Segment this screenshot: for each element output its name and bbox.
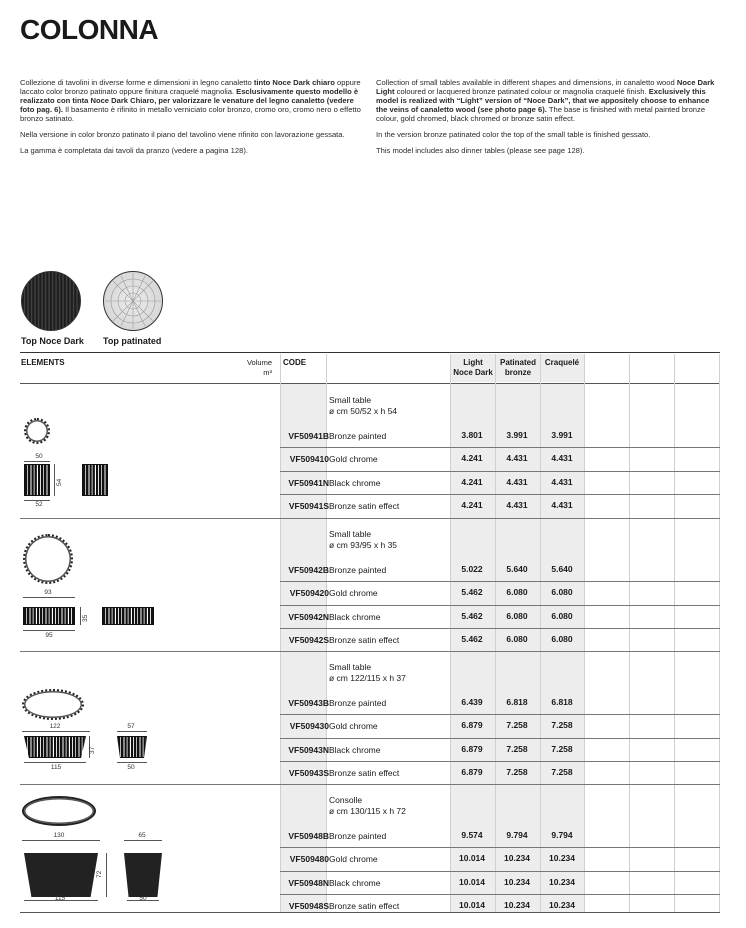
- small-table-50-front-view-icon: [24, 464, 50, 496]
- product-finish: Bronze painted: [329, 431, 387, 441]
- intro-text: tinto Noce Dark chiaro: [253, 78, 335, 87]
- group-divider: [20, 784, 720, 785]
- price-cell: 6.080: [551, 633, 573, 644]
- product-code: VF50948S: [288, 900, 329, 911]
- row-divider: [280, 628, 720, 629]
- price-cell: 7.258: [506, 743, 528, 754]
- product-code: VF50942S: [288, 634, 329, 645]
- header-bottom-rule: [20, 383, 720, 384]
- dim-bottom: 52: [35, 501, 43, 508]
- price-cell: 5.462: [461, 610, 483, 621]
- noce-dark-disc-icon: [21, 271, 81, 331]
- row-divider: [280, 894, 720, 895]
- price-cell: 3.991: [506, 430, 528, 440]
- group-divider: [20, 651, 720, 652]
- price-cell: 10.234: [549, 899, 575, 910]
- intro-text: Il basamento è rifinito in metallo verniciato color bronzo, cromo oro, cromo nero o effetto bronzo satinato.: [20, 105, 361, 123]
- row-divider: [280, 447, 720, 448]
- price-cell: 6.080: [506, 587, 528, 598]
- product-code: VF50948B: [288, 831, 329, 841]
- dim-height: 54: [56, 478, 63, 486]
- product-finish: Black chrome: [329, 744, 381, 755]
- dim-top: 122: [49, 723, 61, 730]
- price-cell: 3.801: [461, 430, 483, 440]
- intro-text: La gamma è completata dai tavoli da pranzo (vedere a pagina 128).: [20, 146, 248, 155]
- row-divider: [280, 471, 720, 472]
- intro-text: Noce Dark Light: [376, 78, 715, 96]
- product-finish: Bronze painted: [329, 698, 387, 708]
- price-cell: 6.439: [461, 697, 483, 707]
- consolle-top-view-icon: [22, 796, 96, 826]
- price-cell: 6.080: [506, 610, 528, 621]
- price-cell: 5.640: [551, 564, 573, 574]
- small-table-122-top-view-icon: [22, 689, 84, 720]
- page-title: COLONNA: [20, 14, 159, 45]
- price-cell: 10.014: [459, 853, 485, 864]
- intro-text: Collection of small tables available in different shapes and dimensions, in canaletto wood: [376, 78, 677, 87]
- product-code: VF50943S: [288, 767, 329, 778]
- product-finish: Gold chrome: [329, 588, 378, 599]
- dim-side: 65: [138, 832, 146, 839]
- dim-side: 57: [127, 723, 135, 730]
- price-cell: 7.258: [551, 766, 573, 777]
- price-cell: 7.258: [506, 766, 528, 777]
- price-cell: 5.462: [461, 633, 483, 644]
- price-cell: 9.794: [506, 830, 528, 840]
- product-code: VF50942B: [288, 565, 329, 575]
- price-cell: 10.234: [504, 899, 530, 910]
- intro-paragraph: [20, 146, 368, 155]
- intro-text: Nella versione in color bronzo patinato il piano del tavolino viene rifinito con lavorazione gessata.: [20, 130, 345, 139]
- group-title: Small table ø cm 50/52 x h 54: [329, 395, 398, 416]
- intro-text: coloured or lacquered bronze patinated colour or magnolia craquelé finish.: [394, 87, 649, 96]
- intro-text: The base is finished with metal painted bronze colour, gold chromed, black chromed or bronze satin effect.: [376, 105, 706, 123]
- dim-side-bottom: 50: [139, 895, 147, 902]
- intro-text: Collezione di tavolini in diverse forme e dimensioni in legno canaletto: [20, 78, 254, 87]
- price-cell: 4.241: [461, 499, 483, 510]
- price-cell: 3.991: [551, 430, 573, 440]
- table-top-rule: [20, 352, 720, 353]
- dim-side-bottom: 50: [127, 764, 135, 771]
- product-code: VF50948N: [288, 877, 329, 888]
- header-elements: ELEMENTS: [21, 358, 65, 367]
- group-title: Consolle ø cm 130/115 x h 72: [329, 795, 406, 816]
- row-divider: [280, 738, 720, 739]
- product-finish: Gold chrome: [329, 721, 378, 732]
- row-divider: [280, 714, 720, 715]
- price-cell: 6.080: [506, 633, 528, 644]
- dim-height: 72: [96, 870, 103, 878]
- small-table-93-side-view-icon: [102, 607, 154, 625]
- price-cell: 5.022: [461, 564, 483, 574]
- row-divider: [280, 581, 720, 582]
- patinated-disc-icon: [103, 271, 163, 331]
- product-finish: Bronze painted: [329, 565, 387, 575]
- product-code: VF50941S: [288, 500, 329, 511]
- intro-text: Exclusively this model is realized with “Light” version of “Noce Dark”, that we appositely choose to enhance the veins of canaletto wood (see photo page 6).: [376, 87, 710, 114]
- product-finish: Black chrome: [329, 611, 381, 622]
- price-cell: 4.431: [506, 476, 528, 487]
- intro-paragraph: [20, 78, 368, 123]
- product-code: VF50943N: [288, 744, 329, 755]
- intro-text: Esclusivamente questo modello è realizzato con tinta Noce Dark Chiaro, per valorizzare le venature del legno canaletto (vedere foto pag. 6).: [20, 87, 359, 114]
- price-cell: 5.640: [506, 564, 528, 574]
- price-cell: 4.431: [506, 453, 528, 464]
- price-cell: 6.080: [551, 610, 573, 621]
- small-table-50-side-view-icon: [82, 464, 108, 496]
- dim-bottom: 115: [54, 895, 66, 902]
- small-table-122-front-view-icon: [24, 736, 86, 758]
- intro-paragraph: [20, 130, 368, 139]
- finish-label: Top patinated: [103, 336, 162, 346]
- price-cell: 5.462: [461, 587, 483, 598]
- price-cell: 6.879: [461, 743, 483, 754]
- header-volume: Volume m³: [246, 358, 272, 377]
- dim-bottom: 115: [50, 764, 62, 771]
- price-cell: 4.431: [551, 453, 573, 464]
- intro-text: oppure laccato color bronzo patinato oppure finitura craquelé magnolia.: [20, 78, 361, 96]
- group-divider: [20, 518, 720, 519]
- small-table-50-top-view-icon: [24, 418, 50, 444]
- price-cell: 6.879: [461, 766, 483, 777]
- price-cell: 7.258: [551, 720, 573, 731]
- consolle-side-view-icon: [124, 853, 162, 897]
- finish-swatch-noce-dark: [21, 271, 101, 346]
- header-col-patinated-bronze: Patinated bronze: [499, 358, 536, 377]
- intro-paragraph: [376, 146, 720, 155]
- price-cell: 4.241: [461, 453, 483, 464]
- product-finish: Black chrome: [329, 877, 381, 888]
- price-cell: 10.014: [459, 899, 485, 910]
- price-cell: 4.241: [461, 476, 483, 487]
- product-finish: Bronze satin effect: [329, 900, 400, 911]
- row-divider: [280, 847, 720, 848]
- price-cell: 6.879: [461, 720, 483, 731]
- small-table-122-side-view-icon: [117, 736, 147, 758]
- row-divider: [280, 605, 720, 606]
- price-cell: 6.818: [506, 697, 528, 707]
- price-cell: 9.574: [461, 830, 483, 840]
- product-finish: Bronze satin effect: [329, 500, 400, 511]
- price-cell: 7.258: [506, 720, 528, 731]
- row-divider: [280, 871, 720, 872]
- small-table-93-top-view-icon: [23, 534, 73, 584]
- price-cell: 4.431: [506, 499, 528, 510]
- finish-label: Top Noce Dark: [21, 336, 84, 346]
- product-finish: Bronze satin effect: [329, 634, 400, 645]
- product-code: VF509420: [289, 588, 329, 599]
- price-cell: 6.818: [551, 697, 573, 707]
- product-finish: Bronze painted: [329, 831, 387, 841]
- intro-english: [376, 78, 720, 162]
- price-cell: 10.234: [504, 876, 530, 887]
- intro-paragraph: [376, 78, 720, 123]
- table-bottom-rule: [20, 912, 720, 913]
- product-code: VF509430: [289, 721, 329, 732]
- product-code: VF50941N: [288, 477, 329, 488]
- price-cell: 4.431: [551, 499, 573, 510]
- header-code: CODE: [283, 358, 307, 367]
- price-cell: 10.234: [549, 853, 575, 864]
- dim-bottom: 95: [45, 632, 53, 639]
- price-cell: 10.014: [459, 876, 485, 887]
- product-finish: Gold chrome: [329, 854, 378, 865]
- price-cell: 10.234: [504, 853, 530, 864]
- group-title: Small table ø cm 122/115 x h 37: [329, 662, 406, 683]
- intro-text: In the version bronze patinated color the top of the small table is finished gessato.: [376, 130, 651, 139]
- price-cell: 4.431: [551, 476, 573, 487]
- product-code: VF50941B: [288, 431, 329, 441]
- finish-swatch-patinated: [103, 271, 183, 346]
- small-table-93-front-view-icon: [23, 607, 75, 625]
- row-divider: [280, 761, 720, 762]
- product-code: VF50942N: [288, 611, 329, 622]
- product-finish: Gold chrome: [329, 454, 378, 465]
- dim-top: 93: [44, 589, 52, 596]
- header-col-light-noce-dark: Light Noce Dark: [453, 358, 493, 377]
- dim-top: 130: [53, 832, 65, 839]
- price-cell: 6.080: [551, 587, 573, 598]
- product-finish: Bronze satin effect: [329, 767, 400, 778]
- dim-top: 50: [35, 453, 43, 460]
- group-title: Small table ø cm 93/95 x h 35: [329, 529, 398, 550]
- intro-paragraph: [376, 130, 720, 139]
- header-col-craquele: Craquelé: [544, 358, 580, 367]
- consolle-front-view-icon: [24, 853, 98, 897]
- price-cell: 7.258: [551, 743, 573, 754]
- intro-text: This model includes also dinner tables (please see page 128).: [376, 146, 585, 155]
- price-cell: 10.234: [549, 876, 575, 887]
- dim-height: 35: [82, 614, 89, 622]
- intro-italian: [20, 78, 368, 162]
- product-code: VF509480: [289, 854, 329, 865]
- price-cell: 9.794: [551, 830, 573, 840]
- row-divider: [280, 494, 720, 495]
- product-code: VF50943B: [288, 698, 329, 708]
- dim-height: 37: [89, 746, 96, 754]
- product-finish: Black chrome: [329, 477, 381, 488]
- product-code: VF509410: [289, 454, 329, 465]
